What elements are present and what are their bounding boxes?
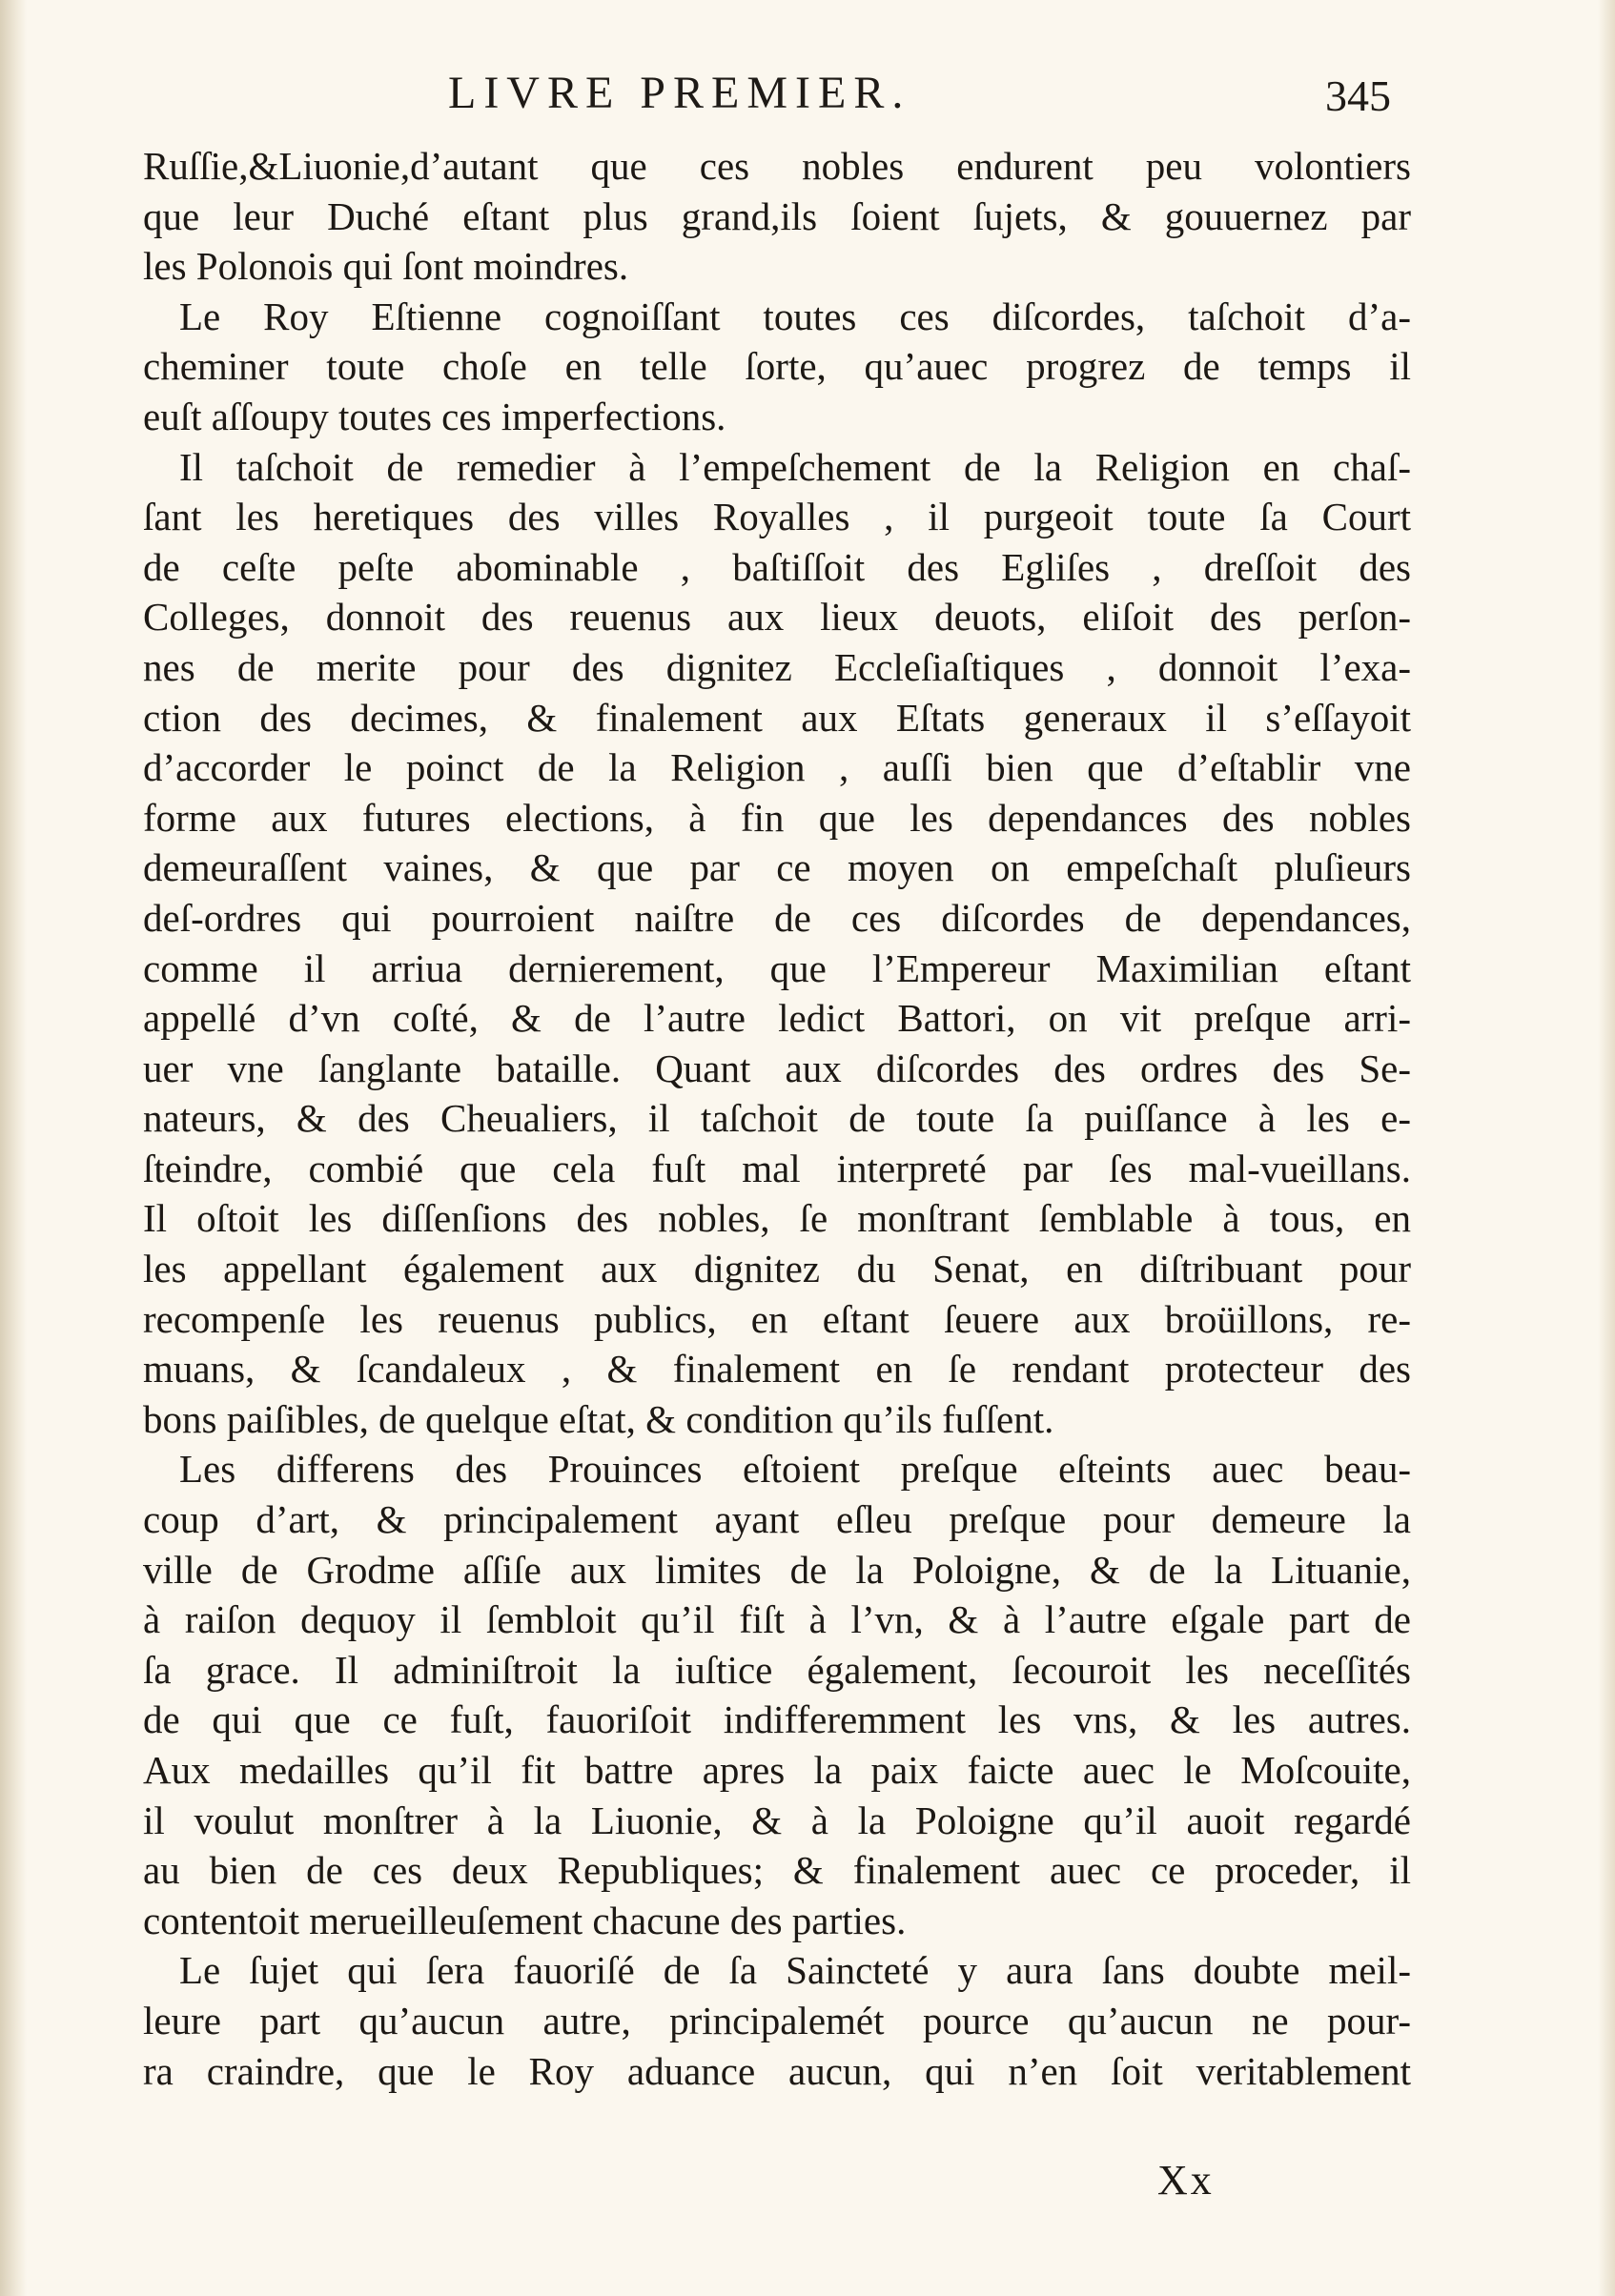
text-line: nes de merite pour des dignitez Eccleſiaſtiques , donnoit l’exa- <box>143 644 1411 689</box>
text-line: appellé d’vn coſté, & de l’autre ledict Battori, on vit preſque arri- <box>143 996 1411 1041</box>
text-line: recompenſe les reuenus publics, en eſtant ſeuere aux broüillons, re- <box>143 1296 1411 1341</box>
text-line: forme aux futures elections, à fin que les dependances des nobles <box>143 795 1411 840</box>
text-line: leure part qu’aucun autre, principalemét pource qu’aucun ne pour- <box>143 1998 1411 2042</box>
text-line: contentoit merueilleuſement chacune des parties. <box>143 1898 907 1942</box>
text-line: à raiſon dequoy il ſembloit qu’il fiſt à l’vn, & à l’autre eſgale part de <box>143 1597 1411 1642</box>
page-number: 345 <box>1325 71 1391 120</box>
text-line: Ruſſie,&Liuonie,d’autant que ces nobles endurent peu volontiers <box>143 144 1411 188</box>
text-line: Les differens des Prouinces eſtoient preſque eſteints auec beau- <box>179 1447 1411 1492</box>
text-line: ra craindre, que le Roy aduance aucun, qui n’en ſoit veritablement <box>143 2048 1411 2093</box>
text-line: Colleges, donnoit des reuenus aux lieux deuots, eliſoit des perſon- <box>143 595 1411 640</box>
text-line: coup d’art, & principalement ayant eſleu preſque pour demeure la <box>143 1497 1411 1542</box>
text-line: il voulut monſtrer à la Liuonie, & à la Poloigne qu’il auoit regardé <box>143 1798 1411 1842</box>
text-line: ction des decimes, & finalement aux Eſtats generaux il s’eſſayoit <box>143 695 1411 740</box>
body-text <box>143 141 1411 2096</box>
text-line: de qui que ce fuſt, fauoriſoit indifferemment les vns, & les autres. <box>143 1697 1411 1742</box>
text-line: les Polonois qui ſont moindres. <box>143 244 629 289</box>
text-line: les appellant également aux dignitez du Senat, en diſtribuant pour <box>143 1247 1411 1291</box>
text-line: Le ſujet qui ſera fauoriſé de ſa Saincteté y aura ſans doubte meil- <box>179 1948 1411 1993</box>
catchword: Xx <box>1157 2157 1215 2204</box>
text-line: de ceſte peſte abominable , baſtiſſoit des Egliſes , dreſſoit des <box>143 544 1411 589</box>
text-line: au bien de ces deux Republiques; & finalement auec ce proceder, il <box>143 1848 1411 1893</box>
text-line: uer vne ſanglante bataille. Quant aux diſcordes des ordres des Se- <box>143 1046 1411 1090</box>
text-line: muans, & ſcandaleux , & finalement en ſe rendant protecteur des <box>143 1347 1411 1392</box>
text-line: cheminer toute choſe en telle ſorte, qu’auec progrez de temps il <box>143 344 1411 389</box>
text-line: Il taſchoit de remedier à l’empeſchement de la Religion en chaſ- <box>179 444 1411 489</box>
page-edge-shadow <box>1598 0 1615 2296</box>
text-line: ſteindre, combié que cela fuſt mal interpreté par ſes mal-vueillans. <box>143 1146 1411 1190</box>
text-line: ſant les heretiques des villes Royalles , il purgeoit toute ſa Court <box>143 495 1411 539</box>
page-gutter-shadow <box>0 0 27 2296</box>
running-head: LIVRE PREMIER. <box>448 68 911 118</box>
text-line: euſt aſſoupy toutes ces imperfections. <box>143 394 726 438</box>
text-line: d’accorder le poinct de la Religion , auſſi bien que d’eſtablir vne <box>143 745 1411 790</box>
text-line: deſ-ordres qui pourroient naiſtre de ces diſcordes de dependances, <box>143 895 1411 940</box>
text-line: que leur Duché eſtant plus grand,ils ſoient ſujets, & gouuernez par <box>143 193 1411 238</box>
text-line: nateurs, & des Cheualiers, il taſchoit de toute ſa puiſſance à les e- <box>143 1096 1411 1141</box>
text-line: bons paiſibles, de quelque eſtat, & condition qu’ils fuſſent. <box>143 1396 1054 1441</box>
text-line: Aux medailles qu’il fit battre apres la paix faicte auec le Moſcouite, <box>143 1748 1411 1792</box>
text-line: ville de Grodme aſſiſe aux limites de la Poloigne, & de la Lituanie, <box>143 1547 1411 1592</box>
text-line: Le Roy Eſtienne cognoiſſant toutes ces diſcordes, taſchoit d’a- <box>179 294 1411 338</box>
text-line: ſa grace. Il adminiſtroit la iuſtice également, ſecouroit les neceſſités <box>143 1647 1411 1692</box>
text-line: comme il arriua dernierement, que l’Empereur Maximilian eſtant <box>143 945 1411 990</box>
text-line: Il oſtoit les diſſenſions des nobles, ſe monſtrant ſemblable à tous, en <box>143 1196 1411 1241</box>
text-line: demeuraſſent vaines, & que par ce moyen on empeſchaſt pluſieurs <box>143 845 1411 890</box>
